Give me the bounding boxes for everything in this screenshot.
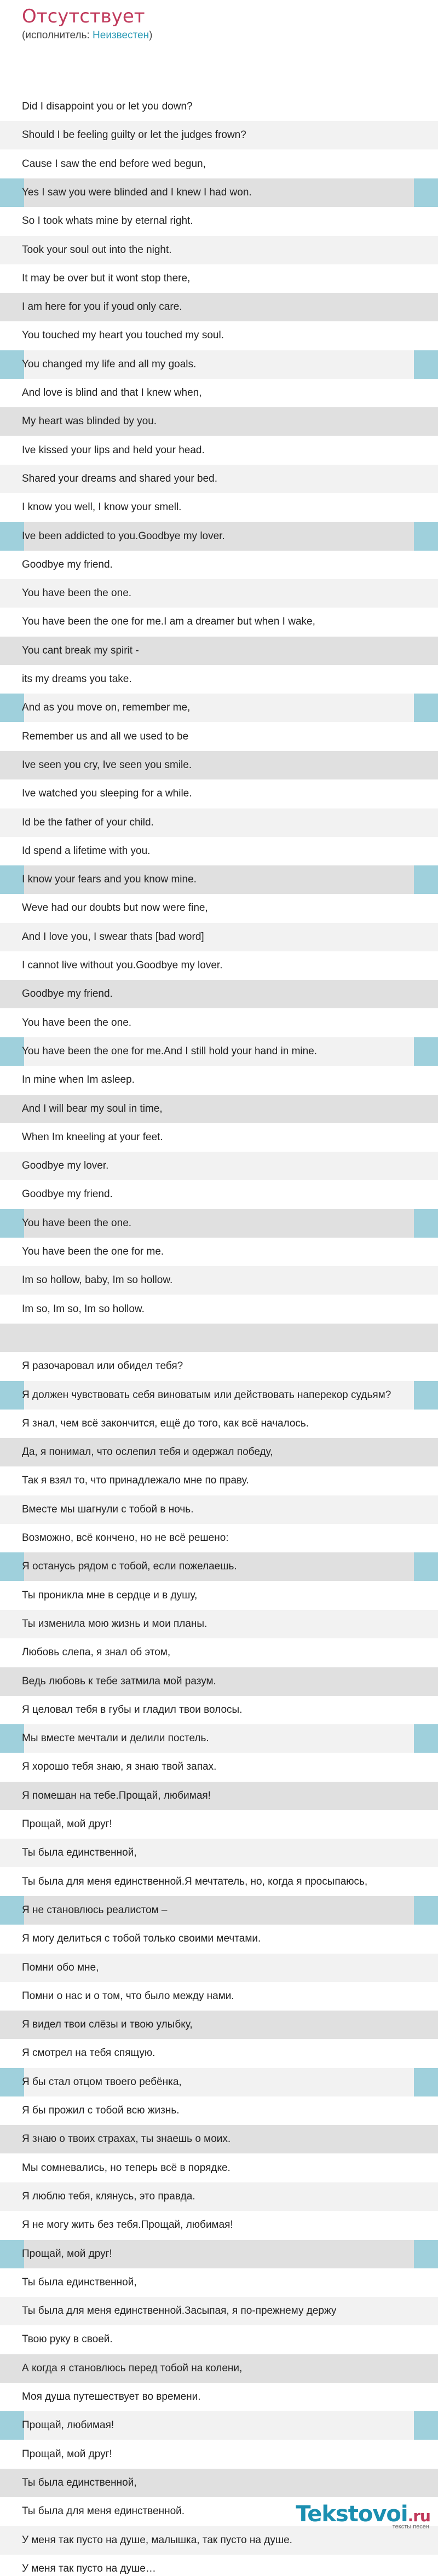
lyric-line: Remember us and all we used to be — [22, 730, 189, 742]
lyric-line: У меня так пусто на душе… — [22, 2562, 156, 2574]
stripe-edge-right — [414, 1552, 438, 1581]
lyric-line: You have been the one for me. — [22, 1246, 164, 1257]
lyric-line: Твою руку в своей. — [22, 2334, 113, 2346]
lyric-line: You have been the one for me.And I still hold your hand in mine. — [22, 1045, 318, 1057]
lyric-line: Goodbye my friend. — [22, 1188, 113, 1200]
stripe-edge-left — [0, 1209, 24, 1238]
stripe-edge-right — [414, 1896, 438, 1925]
lyric-line: Yes I saw you were blinded and I knew I had won. — [22, 186, 252, 198]
lyric-line: Я люблю тебя, клянусь, это правда. — [22, 2190, 195, 2202]
lyric-line: Goodbye my lover. — [22, 1160, 109, 1172]
stripe-edge-left — [0, 2240, 24, 2268]
lyric-line: In mine when Im asleep. — [22, 1074, 135, 1086]
lyric-line: My heart was blinded by you. — [22, 415, 157, 428]
lyric-line: When Im kneeling at your feet. — [22, 1131, 163, 1143]
lyric-line: Ive seen you cry, Ive seen you smile. — [22, 759, 192, 771]
lyric-line: Я не могу жить без тебя.Прощай, любимая! — [22, 2219, 233, 2231]
lyric-line: Я помешан на тебе.Прощай, любимая! — [22, 1789, 211, 1801]
stripe-edge-right — [414, 2240, 438, 2268]
lyric-line: Ты была для меня единственной.Я мечтатель, но, когда я просыпаюсь, — [22, 1875, 368, 1887]
lyric-line: Я видел твои слёзы и твою улыбку, — [22, 2019, 193, 2031]
lyric-line: Goodbye my friend. — [22, 558, 113, 570]
stripe-edge-right — [414, 1037, 438, 1066]
stripe-edge-right — [414, 1381, 438, 1410]
lyric-line: Мы сомневались, но теперь всё в порядке. — [22, 2162, 230, 2174]
lyric-line: Я должен чувствовать себя виноватым или действовать наперекор судьям? — [22, 1389, 391, 1401]
lyric-line: Took your soul out into the night. — [22, 244, 172, 256]
lyric-line: You have been the one for me.I am a dreamer but when I wake, — [22, 616, 315, 628]
stripe-edge-left — [0, 1552, 24, 1581]
stripe-edge-left — [0, 2411, 24, 2440]
lyric-line: Помни обо мне, — [22, 1961, 99, 1973]
lyric-line: Я бы прожил с тобой всю жизнь. — [22, 2105, 180, 2116]
lyric-line: Id spend a lifetime with you. — [22, 845, 151, 857]
lyric-line: Im so, Im so, Im so hollow. — [22, 1303, 145, 1315]
lyric-line: Shared your dreams and shared your bed. — [22, 472, 217, 484]
lyric-line: Cause I saw the end before wed begun, — [22, 158, 206, 170]
stripe-edge-left — [0, 350, 24, 379]
lyric-line: Goodbye my friend. — [22, 988, 113, 1000]
lyric-line: Я знал, чем всё закончится, ещё до того, как всё началось. — [22, 1417, 309, 1429]
lyric-line: You have been the one. — [22, 1016, 132, 1029]
lyric-line: its my dreams you take. — [22, 673, 132, 685]
stripe-edge-right — [414, 2068, 438, 2096]
song-header — [0, 0, 438, 49]
lyric-line: I know your fears and you know mine. — [22, 874, 197, 886]
lyric-line: I am here for you if youd only care. — [22, 301, 182, 313]
artist-link[interactable]: Неизвестен — [93, 30, 149, 41]
logo-tagline: тексты песен — [392, 2523, 429, 2530]
lyric-line: Я бы стал отцом твоего ребёнка, — [22, 2076, 182, 2088]
lyric-line: Я разочаровал или обидел тебя? — [22, 1360, 183, 1372]
lyric-line: It may be over but it wont stop there, — [22, 272, 191, 284]
lyric-line: Мы вместе мечтали и делили постель. — [22, 1732, 209, 1745]
stripe-edge-left — [0, 2068, 24, 2096]
lyric-line: Ive been addicted to you.Goodbye my lover. — [22, 530, 225, 542]
lyric-line: You have been the one. — [22, 1217, 132, 1229]
lyric-line: And I will bear my soul in time, — [22, 1102, 163, 1114]
stripe-edge-left — [0, 522, 24, 551]
lyric-line: Я останусь рядом с тобой, если пожелаешь. — [22, 1561, 237, 1573]
lyric-line: Прощай, любимая! — [22, 2419, 114, 2431]
lyric-line: Моя душа путешествует во времени. — [22, 2391, 201, 2402]
lyric-line: I cannot live without you.Goodbye my lover. — [22, 960, 223, 971]
song-title: Отсутствует — [22, 5, 145, 27]
lyric-line: You have been the one. — [22, 587, 132, 599]
stripe-edge-right — [414, 522, 438, 551]
lyric-line: Прощай, мой друг! — [22, 1818, 112, 1830]
lyric-line: Ive kissed your lips and held your head. — [22, 444, 205, 456]
stripe-edge-right — [414, 350, 438, 379]
lyric-line: У меня так пусто на душе, малышка, так пусто на душе. — [22, 2534, 292, 2546]
meta-prefix: (исполнитель: — [22, 30, 93, 41]
stripe-edge-left — [0, 1037, 24, 1066]
lyric-line: You touched my heart you touched my soul. — [22, 330, 224, 342]
lyric-line: Любовь слепа, я знал об этом, — [22, 1647, 171, 1659]
stripe-edge-left — [0, 1896, 24, 1925]
stripe-edge-right — [414, 178, 438, 207]
logo-tld: .ru — [407, 2507, 430, 2525]
lyric-line: You changed my life and all my goals. — [22, 358, 197, 370]
lyric-line: Я могу делиться с тобой только своими мечтами. — [22, 1933, 261, 1945]
lyric-line: Возможно, всё кончено, но не всё решено: — [22, 1532, 229, 1544]
stripe-edge-left — [0, 1381, 24, 1410]
lyric-stripe — [0, 1324, 438, 1352]
lyric-line: Id be the father of your child. — [22, 816, 154, 828]
lyric-line: So I took whats mine by eternal right. — [22, 215, 193, 227]
lyric-line: Did I disappoint you or let you down? — [22, 101, 193, 112]
lyric-line: You cant break my spirit - — [22, 644, 139, 656]
lyric-line: I know you well, I know your smell. — [22, 501, 182, 513]
stripe-edge-left — [0, 1724, 24, 1753]
lyric-line: Я знаю о твоих страхах, ты знаешь о моих. — [22, 2133, 231, 2145]
stripe-edge-right — [414, 694, 438, 722]
stripe-edge-right — [414, 2411, 438, 2440]
stripe-edge-right — [414, 1724, 438, 1753]
lyric-line: And as you move on, remember me, — [22, 702, 191, 714]
lyric-line: Ведь любовь к тебе затмила мой разум. — [22, 1675, 216, 1687]
lyric-line: Ты изменила мою жизнь и мои планы. — [22, 1618, 208, 1630]
stripe-edge-left — [0, 865, 24, 894]
lyric-line: Так я взял то, что принадлежало мне по праву. — [22, 1475, 249, 1487]
logo-name: Tekstovoi — [296, 2502, 408, 2527]
lyric-line: And love is blind and that I knew when, — [22, 387, 202, 398]
lyric-line: Я смотрел на тебя спящую. — [22, 2047, 155, 2059]
meta-suffix: ) — [149, 30, 153, 41]
lyric-line: Should I be feeling guilty or let the judges frown? — [22, 129, 246, 141]
stripe-edge-right — [414, 865, 438, 894]
stripe-edge-right — [414, 1209, 438, 1238]
lyric-line: Прощай, мой друг! — [22, 2448, 112, 2460]
lyric-line: Weve had our doubts but now were fine, — [22, 902, 208, 914]
lyric-line: Я хорошо тебя знаю, я знаю твой запах. — [22, 1761, 217, 1773]
lyric-line: Вместе мы шагнули с тобой в ночь. — [22, 1503, 194, 1515]
lyric-line: Ты была единственной, — [22, 2476, 137, 2488]
lyric-line: А когда я становлюсь перед тобой на колени, — [22, 2362, 243, 2374]
stripe-edge-left — [0, 694, 24, 722]
lyric-line: Ive watched you sleeping for a while. — [22, 788, 192, 800]
lyric-line: And I love you, I swear thats [bad word] — [22, 931, 204, 943]
lyric-line: Ты была для меня единственной. — [22, 2505, 185, 2517]
lyric-line: Im so hollow, baby, Im so hollow. — [22, 1274, 173, 1286]
stripe-edge-left — [0, 178, 24, 207]
lyric-line: Я не становлюсь реалистом – — [22, 1904, 168, 1916]
lyric-line: Ты была единственной, — [22, 1847, 137, 1859]
lyric-line: Я целовал тебя в губы и гладил твои волосы. — [22, 1703, 243, 1716]
song-meta — [22, 30, 416, 42]
lyric-line: Ты была для меня единственной.Засыпая, я по-прежнему держу — [22, 2305, 337, 2317]
lyric-line: Помни о нас и о том, что было между нами. — [22, 1990, 234, 2002]
lyric-line: Ты проникла мне в сердце и в душу, — [22, 1589, 198, 1601]
lyric-line: Ты была единственной, — [22, 2276, 137, 2288]
lyric-line: Да, я понимал, что ослепил тебя и одержал победу, — [22, 1446, 273, 1458]
lyric-line: Прощай, мой друг! — [22, 2248, 112, 2260]
